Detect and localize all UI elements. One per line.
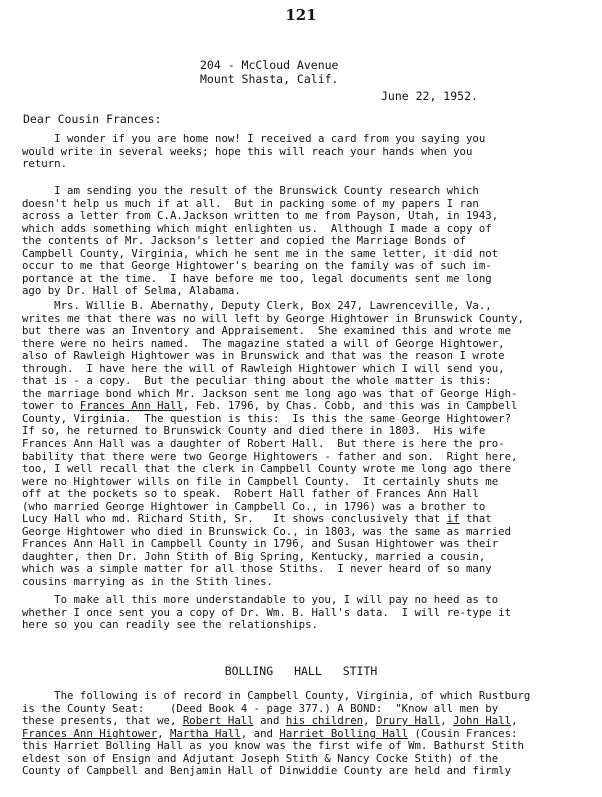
page-number: 121 [285, 6, 317, 24]
text-line: that is - a copy. But the peculiar thing about the whole matter is this: [22, 374, 492, 388]
text-line: across a letter from C.A.Jackson written to me from Payson, Utah, in 1943, [22, 209, 499, 223]
text-line: Campbell County, Virginia, which he sent me in the same letter, it did not [22, 246, 499, 260]
text-line: but there was an Inventory and Appraisement. She examined this and wrote me [22, 324, 512, 338]
underlined-text: Martha Hall [170, 726, 241, 740]
text-line: were no Hightower wills on file in Campbell County. It certainly shuts me [22, 474, 499, 488]
text-line: County, Virginia. The question is this: Is this the same George Hightower? [22, 411, 512, 425]
text-line: occur to me that George Hightower's bearing on the family was of such im- [22, 259, 492, 273]
underlined-text: Frances Ann Hightower [22, 726, 158, 740]
underlined-text: Frances Ann Hall [79, 399, 183, 413]
underlined-text: Harriet Bolling Hall [279, 726, 409, 740]
text-line: here so you can readily see the relationships. [22, 618, 318, 632]
text-line: too, I well recall that the clerk in Campbell County wrote me long ago there [22, 462, 512, 476]
text-line: also of Rawleigh Hightower was in Brunswick and that was the reason I wrote [22, 349, 505, 363]
paragraph-1 [22, 133, 485, 171]
text-line: portance at the time. I have before me too, legal documents sent me long [22, 271, 492, 285]
text-line: Frances Ann Hall was a daughter of Robert Hall. But there is here the pro- [22, 437, 505, 451]
text-line: Frances Ann Hall in Campbell County in 1796, and Susan Hightower was their [22, 537, 499, 551]
paragraph-4 [22, 594, 511, 632]
text-line: whether I once sent you a copy of Dr. Wm. B. Hall's data. I will re-type it [22, 605, 512, 619]
text-line: which was a simple matter for all those Stiths. I never heard of so many [22, 562, 492, 576]
text-line: To make all this more understandable to you, I will pay no heed as to [22, 593, 499, 606]
text-line: ago by Dr. Hall of Selma, Alabama. [22, 284, 241, 298]
text-line: Lucy Hall who md. Richard Stith, Sr. It shows conclusively that if that [22, 512, 492, 526]
text-line: through. I have here the will of Rawleigh Hightower which I will send you, [22, 361, 505, 375]
text-line: If so, he returned to Brunswick County and died there in 1803. His wife [22, 424, 486, 438]
text-line: the marriage bond which Mr. Jackson sent me long ago was that of George High- [22, 386, 518, 400]
text-line: George Hightower who died in Brunswick Co., in 1803, was the same as married [22, 524, 512, 538]
letter-date: June 22, 1952. [381, 89, 478, 103]
text-line: The following is of record in Campbell County, Virginia, of which Rustburg [22, 689, 531, 702]
paragraph-3 [22, 300, 524, 589]
text-line: (who married George Hightower in Campbell Co., in 1796) was a brother to [22, 499, 486, 513]
text-line: is the County Seat: (Deed Book 4 - page 377.) A BOND: "Know all men by [22, 701, 499, 715]
paragraph-5 [22, 690, 530, 778]
text-line: tower to Frances Ann Hall, Feb. 1796, by Chas. Cobb, and this was in Campbell [22, 399, 518, 413]
text-line: I am sending you the result of the Brunswick County research which [22, 184, 479, 197]
text-line: which adds something which might enlighten us. Although I made a copy of [22, 221, 492, 235]
text-line: County of Campbell and Benjamin Hall of Dinwiddie County are held and firmly [22, 764, 512, 778]
text-line: this Harriet Bolling Hall as you know was the first wife of Wm. Bathurst Stith [22, 739, 524, 753]
address-line: Mount Shasta, Calif. [200, 72, 339, 86]
text-line: doesn't help us much if at all. But in packing some of my papers I ran [22, 196, 479, 210]
underlined-text: John Hall [453, 714, 512, 728]
underlined-text: Drury Hall [375, 714, 441, 728]
text-line: bability that there were two George Hightowers - father and son. Right here, [22, 449, 518, 463]
text-line: eldest son of Ensign and Adjutant Joseph Stith & Nancy Cocke Stith) of the [22, 751, 499, 765]
section-heading: BOLLING HALL STITH [224, 664, 378, 678]
underlined-text: Robert Hall [182, 714, 254, 728]
underlined-text: his children [285, 714, 364, 728]
text-line: daughter, then Dr. John Stith of Big Spring, Kentucky, married a cousin, [22, 549, 486, 563]
underlined-text: if [446, 512, 460, 526]
text-line: Mrs. Willie B. Abernathy, Deputy Clerk, Box 247, Lawrenceville, Va., [22, 299, 492, 312]
text-line: writes me that there was no will left by George Hightower in Brunswick County, [22, 311, 524, 325]
text-line: there were no heirs named. The magazine stated a will of George Hightower, [22, 336, 505, 350]
text-line: would write in several weeks; hope this will reach your hands when you [22, 144, 473, 158]
text-line: Frances Ann Hightower, Martha Hall, and Harriet Bolling Hall (Cousin Frances: [22, 726, 518, 740]
text-line: off at the pockets so to speak. Robert Hall father of Frances Ann Hall [22, 487, 479, 501]
text-line: cousins marrying as in the Stith lines. [22, 575, 273, 589]
address-line: 204 - McCloud Avenue [200, 58, 339, 72]
text-line: the contents of Mr. Jackson's letter and copied the Marriage Bonds of [22, 234, 466, 248]
salutation: Dear Cousin Frances: [23, 112, 162, 126]
text-line: return. [22, 157, 68, 171]
text-line: I wonder if you are home now! I received a card from you saying you [22, 132, 486, 145]
paragraph-2 [22, 185, 498, 298]
text-line: these presents, that we, Robert Hall and his children, Drury Hall, John Hall, [22, 714, 518, 728]
sender-address [200, 58, 338, 86]
